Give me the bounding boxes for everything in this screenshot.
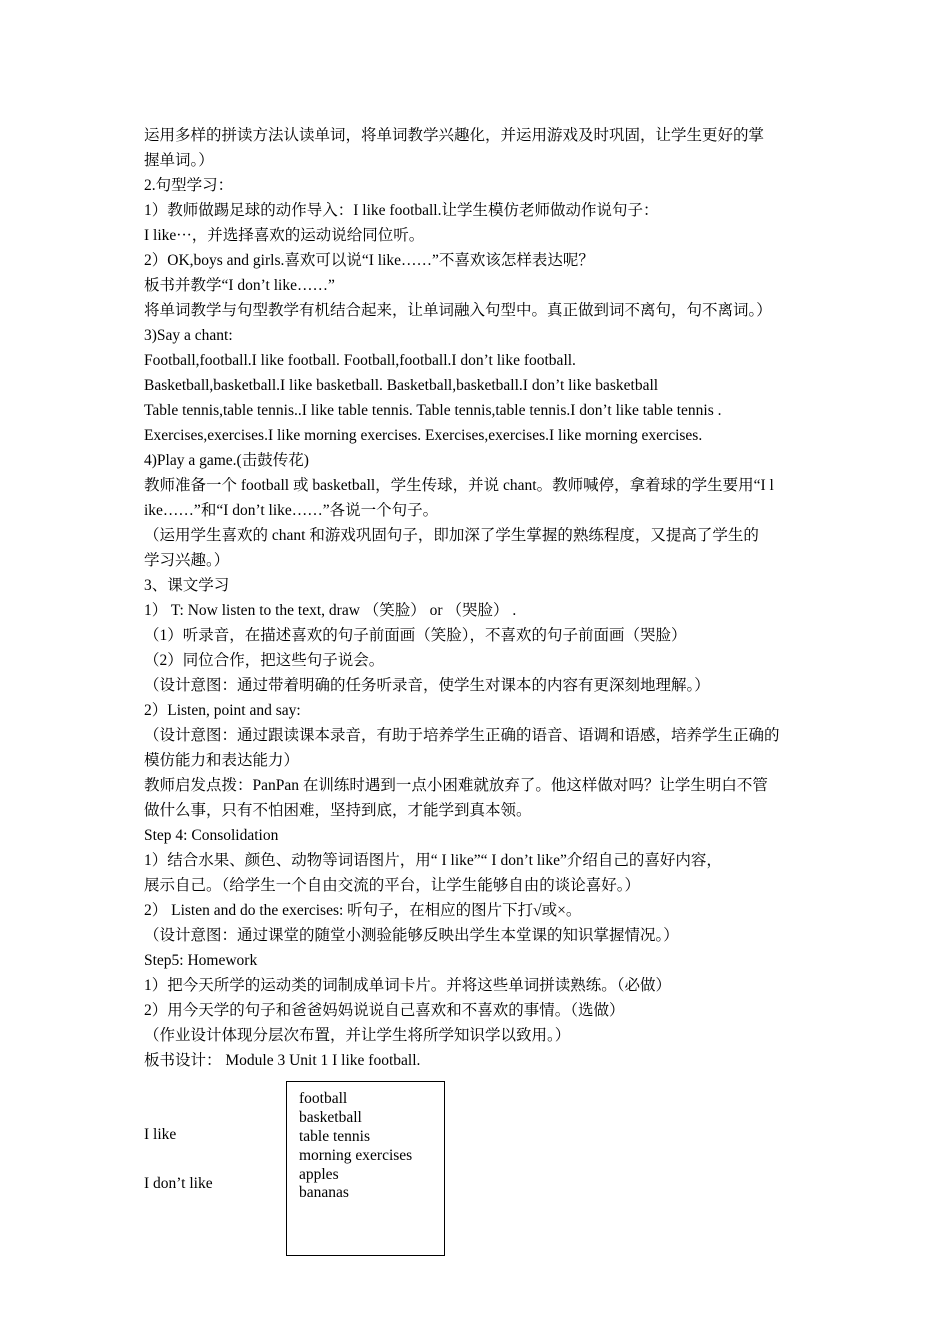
section-heading: Step5: Homework <box>144 952 258 969</box>
board-word: apples <box>299 1166 339 1183</box>
section-heading: Step 4: Consolidation <box>144 827 279 844</box>
text-line: 学习兴趣。） <box>144 552 230 569</box>
text-line: 1）把今天所学的运动类的词制成单词卡片。并将这些单词拼读熟练。（必做） <box>144 977 672 994</box>
section-heading: 3、课文学习 <box>144 577 230 594</box>
board-design-heading: 板书设计： Module 3 Unit 1 I like football. <box>144 1052 421 1069</box>
text-line: 3)Say a chant: <box>144 327 233 344</box>
section-heading: 2.句型学习： <box>144 177 234 194</box>
text-line: （设计意图：通过课堂的随堂小测验能够反映出学生本堂课的知识掌握情况。） <box>144 927 679 944</box>
text-line: （2）同位合作，把这些句子说会。 <box>144 652 385 669</box>
board-like-label: I like <box>144 1126 177 1143</box>
chant-line: Football,football.I like football. Football,football.I don’t like football. <box>144 352 576 369</box>
text-line: 1）结合水果、颜色、动物等词语图片，用“ I like”“ I don’t like”介绍自己的喜好内容， <box>144 852 722 869</box>
text-line: 2）Listen, point and say: <box>144 702 301 719</box>
board-word: morning exercises <box>299 1147 413 1164</box>
chant-line: Basketball,basketball.I like basketball. Basketball,basketball.I don’t like basketball <box>144 377 659 394</box>
text-line: （作业设计体现分层次布置，并让学生将所学知识学以致用。） <box>144 1027 571 1044</box>
text-line: 教师启发点拨：PanPan 在训练时遇到一点小困难就放弃了。他这样做对吗？让学生明白不管 <box>144 777 768 794</box>
text-line: 做什么事，只有不怕困难，坚持到底，才能学到真本领。 <box>144 802 532 819</box>
board-word: table tennis <box>299 1128 371 1145</box>
board-word-box <box>286 1081 445 1256</box>
board-dont-like-label: I don’t like <box>144 1175 213 1192</box>
text-line: 模仿能力和表达能力） <box>144 752 300 769</box>
chant-line: Exercises,exercises.I like morning exercises. Exercises,exercises.I like morning exercises. <box>144 427 703 444</box>
text-line: 展示自己。（给学生一个自由交流的平台，让学生能够自由的谈论喜好。） <box>144 877 641 894</box>
board-word: basketball <box>299 1109 362 1126</box>
text-line: （1）听录音，在描述喜欢的句子前面画（笑脸），不喜欢的句子前面画（哭脸） <box>144 627 687 644</box>
text-line: 2）OK,boys and girls.喜欢可以说“I like……”不喜欢该怎样表达呢？ <box>144 252 594 269</box>
text-line: 教师准备一个 football 或 basketball，学生传球，并说 chant。教师喊停，拿着球的学生要用“I l <box>144 477 774 494</box>
text-line: （设计意图：通过带着明确的任务听录音，使学生对课本的内容有更深刻地理解。） <box>144 677 710 694</box>
text-line: I like···，并选择喜欢的运动说给同位听。 <box>144 227 425 244</box>
text-line: 运用多样的拼读方法认读单词，将单词教学兴趣化，并运用游戏及时巩固，让学生更好的掌 <box>144 127 765 144</box>
board-word: football <box>299 1090 348 1107</box>
text-line: 1） T: Now listen to the text, draw （笑脸） or （哭脸） . <box>144 602 517 619</box>
text-line: 2）用今天学的句子和爸爸妈妈说说自己喜欢和不喜欢的事情。（选做） <box>144 1002 625 1019</box>
text-line: 2） Listen and do the exercises: 听句子，在相应的图片下打√或×。 <box>144 902 582 919</box>
chant-line: Table tennis,table tennis..I like table tennis. Table tennis,table tennis.I don’t like table tennis . <box>144 402 722 419</box>
board-word: bananas <box>299 1184 349 1201</box>
text-line: 板书并教学“I don’t like……” <box>144 277 335 294</box>
text-line: （运用学生喜欢的 chant 和游戏巩固句子，即加深了学生掌握的熟练程度，又提高了学生的 <box>144 527 759 544</box>
text-line: （设计意图：通过跟读课本录音，有助于培养学生正确的语音、语调和语感，培养学生正确的 <box>144 727 780 744</box>
text-line: 将单词教学与句型教学有机结合起来，让单词融入句型中。真正做到词不离句，句不离词。） <box>144 302 772 319</box>
text-line: 4)Play a game.(击鼓传花) <box>144 452 309 469</box>
text-line: 1）教师做踢足球的动作导入：I like football.让学生模仿老师做动作说句子： <box>144 202 659 219</box>
text-line: 握单词。） <box>144 152 214 169</box>
text-line: ike……”和“I don’t like……”各说一个句子。 <box>144 502 439 519</box>
